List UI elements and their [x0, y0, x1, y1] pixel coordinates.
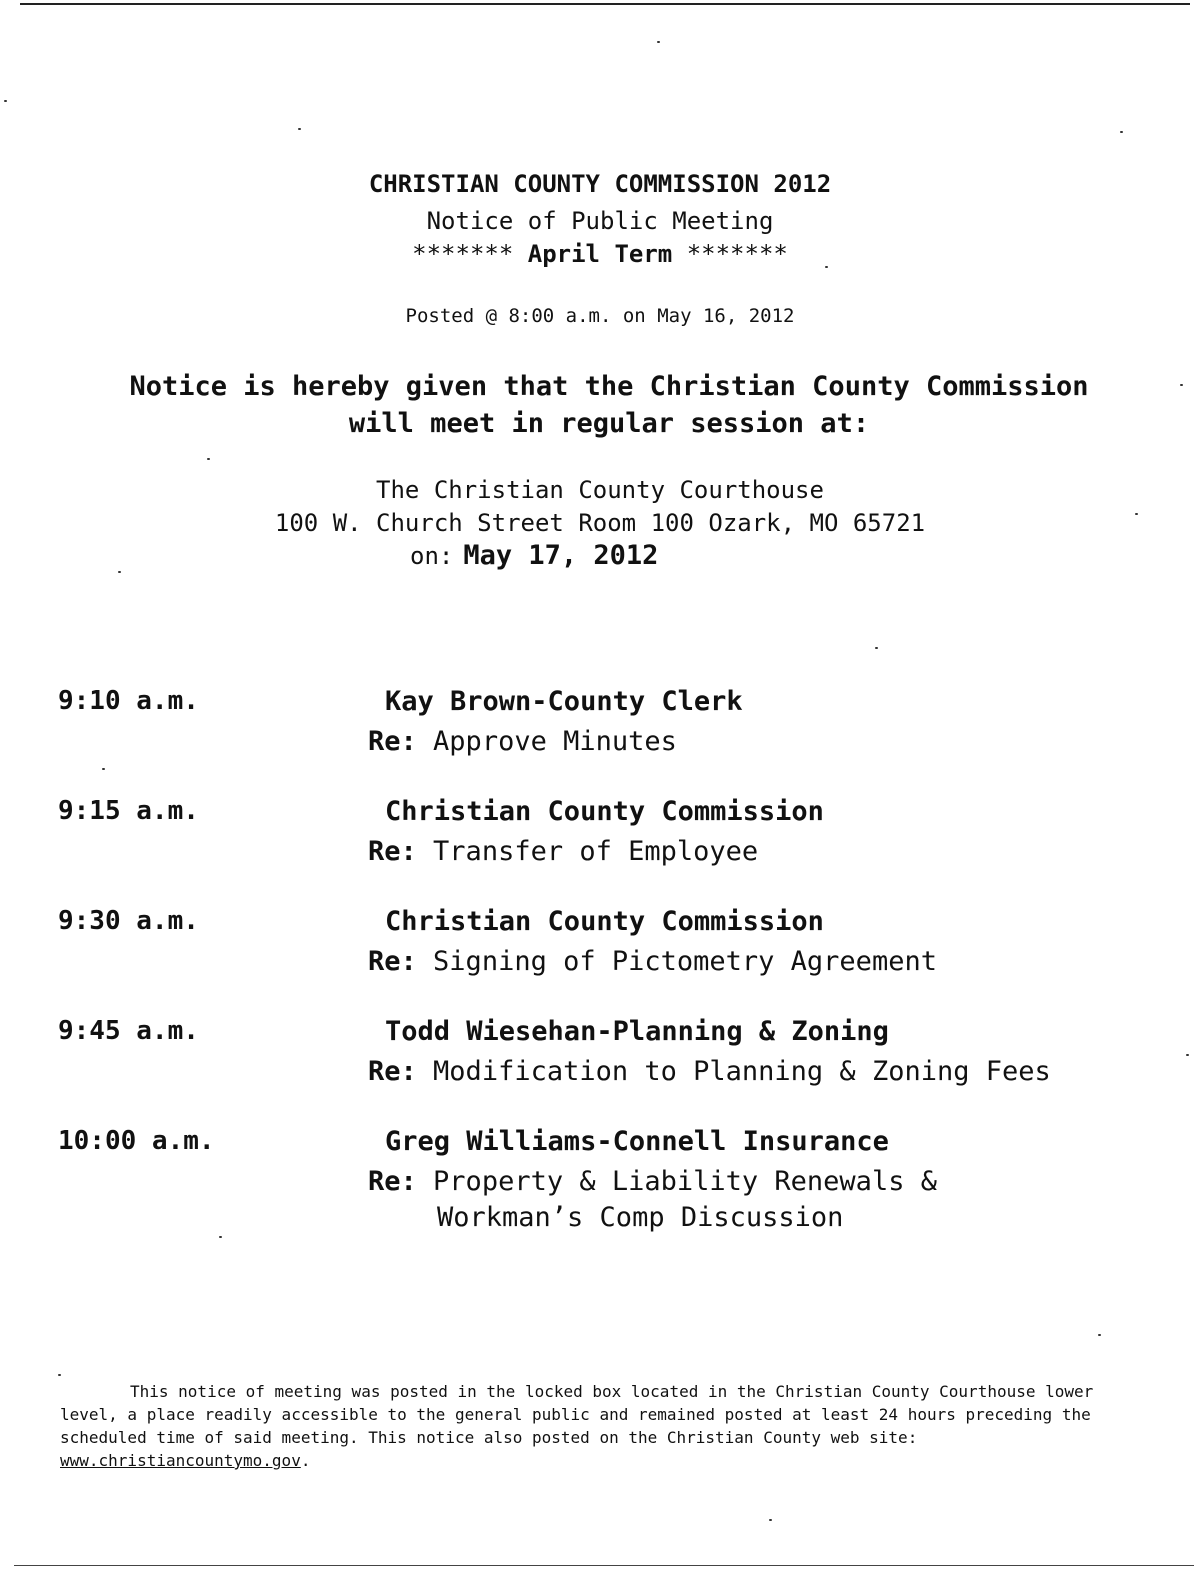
posting-disclaimer — [60, 1380, 1150, 1472]
agenda-topic — [368, 834, 758, 870]
scan-speck — [58, 1374, 61, 1376]
agenda-time: 9:15 a.m. — [58, 796, 199, 826]
county-website-link[interactable]: www.christiancountymo.gov — [60, 1451, 301, 1470]
scan-speck — [298, 128, 301, 130]
term-suffix: ******* — [686, 240, 788, 268]
agenda-time: 10:00 a.m. — [58, 1126, 215, 1156]
agenda-presenter: Kay Brown-County Clerk — [385, 686, 743, 717]
re-label: Re: — [368, 1166, 417, 1197]
agenda-topic-text: Modification to Planning & Zoning Fees — [433, 1056, 1051, 1087]
scan-speck — [1120, 131, 1123, 133]
agenda-time: 9:45 a.m. — [58, 1016, 199, 1046]
meeting-date-value: May 17, 2012 — [463, 540, 659, 571]
re-label: Re: — [368, 836, 417, 867]
page-title: CHRISTIAN COUNTY COMMISSION 2012 — [368, 170, 832, 198]
page-top-edge — [20, 3, 1190, 5]
scan-speck — [657, 41, 660, 43]
agenda-presenter: Christian County Commission — [385, 906, 824, 937]
agenda-time: 9:10 a.m. — [58, 686, 199, 716]
agenda-topic — [368, 724, 677, 760]
disclaimer-text: This notice of meeting was posted in the locked box located in the Christian County Courthouse lower level, a place readily accessible to the general public and remained posted at least 24 hours preceding the scheduled time of said meeting. This notice also posted on the Christian County web site: — [60, 1382, 1094, 1447]
scan-speck — [875, 647, 878, 649]
term-name: April Term — [527, 240, 673, 268]
agenda-time: 9:30 a.m. — [58, 906, 199, 936]
notice-line-2: will meet in regular session at: — [348, 408, 870, 439]
scan-speck — [219, 1236, 222, 1238]
scan-speck — [1098, 1334, 1101, 1336]
agenda-presenter: Christian County Commission — [385, 796, 824, 827]
agenda-topic — [368, 944, 937, 980]
scan-speck — [4, 100, 7, 102]
scan-speck — [1186, 1054, 1189, 1056]
meeting-date-label: on: — [410, 542, 454, 570]
agenda-topic-text: Property & Liability Renewals & — [433, 1166, 937, 1197]
agenda-topic — [368, 1054, 1051, 1090]
scan-speck — [207, 458, 210, 460]
meeting-location — [0, 474, 1200, 540]
scan-speck — [102, 768, 105, 770]
re-label: Re: — [368, 946, 417, 977]
term-line — [0, 240, 1200, 268]
notice-statement — [0, 368, 1200, 442]
page-subtitle: Notice of Public Meeting — [426, 207, 774, 235]
agenda-topic-continuation: Workman’s Comp Discussion — [437, 1202, 844, 1233]
notice-line-1: Notice is hereby given that the Christian County Commission — [129, 371, 1089, 402]
agenda-presenter: Greg Williams-Connell Insurance — [385, 1126, 889, 1157]
scan-speck — [118, 571, 121, 573]
posted-timestamp: Posted @ 8:00 a.m. on May 16, 2012 — [405, 305, 795, 327]
agenda-topic — [368, 1164, 937, 1236]
re-label: Re: — [368, 1056, 417, 1087]
location-line-1: The Christian County Courthouse — [376, 476, 824, 504]
term-prefix: ******* — [412, 240, 514, 268]
agenda-presenter: Todd Wiesehan-Planning & Zoning — [385, 1016, 889, 1047]
scan-speck — [769, 1519, 772, 1521]
meeting-date — [410, 540, 658, 571]
agenda-topic-text: Transfer of Employee — [433, 836, 759, 867]
page-bottom-edge — [14, 1565, 1194, 1566]
agenda-topic-text: Approve Minutes — [433, 726, 677, 757]
location-line-2: 100 W. Church Street Room 100 Ozark, MO 65721 — [274, 509, 926, 537]
re-label: Re: — [368, 726, 417, 757]
agenda-topic-text: Signing of Pictometry Agreement — [433, 946, 937, 977]
disclaimer-end: . — [300, 1451, 311, 1470]
